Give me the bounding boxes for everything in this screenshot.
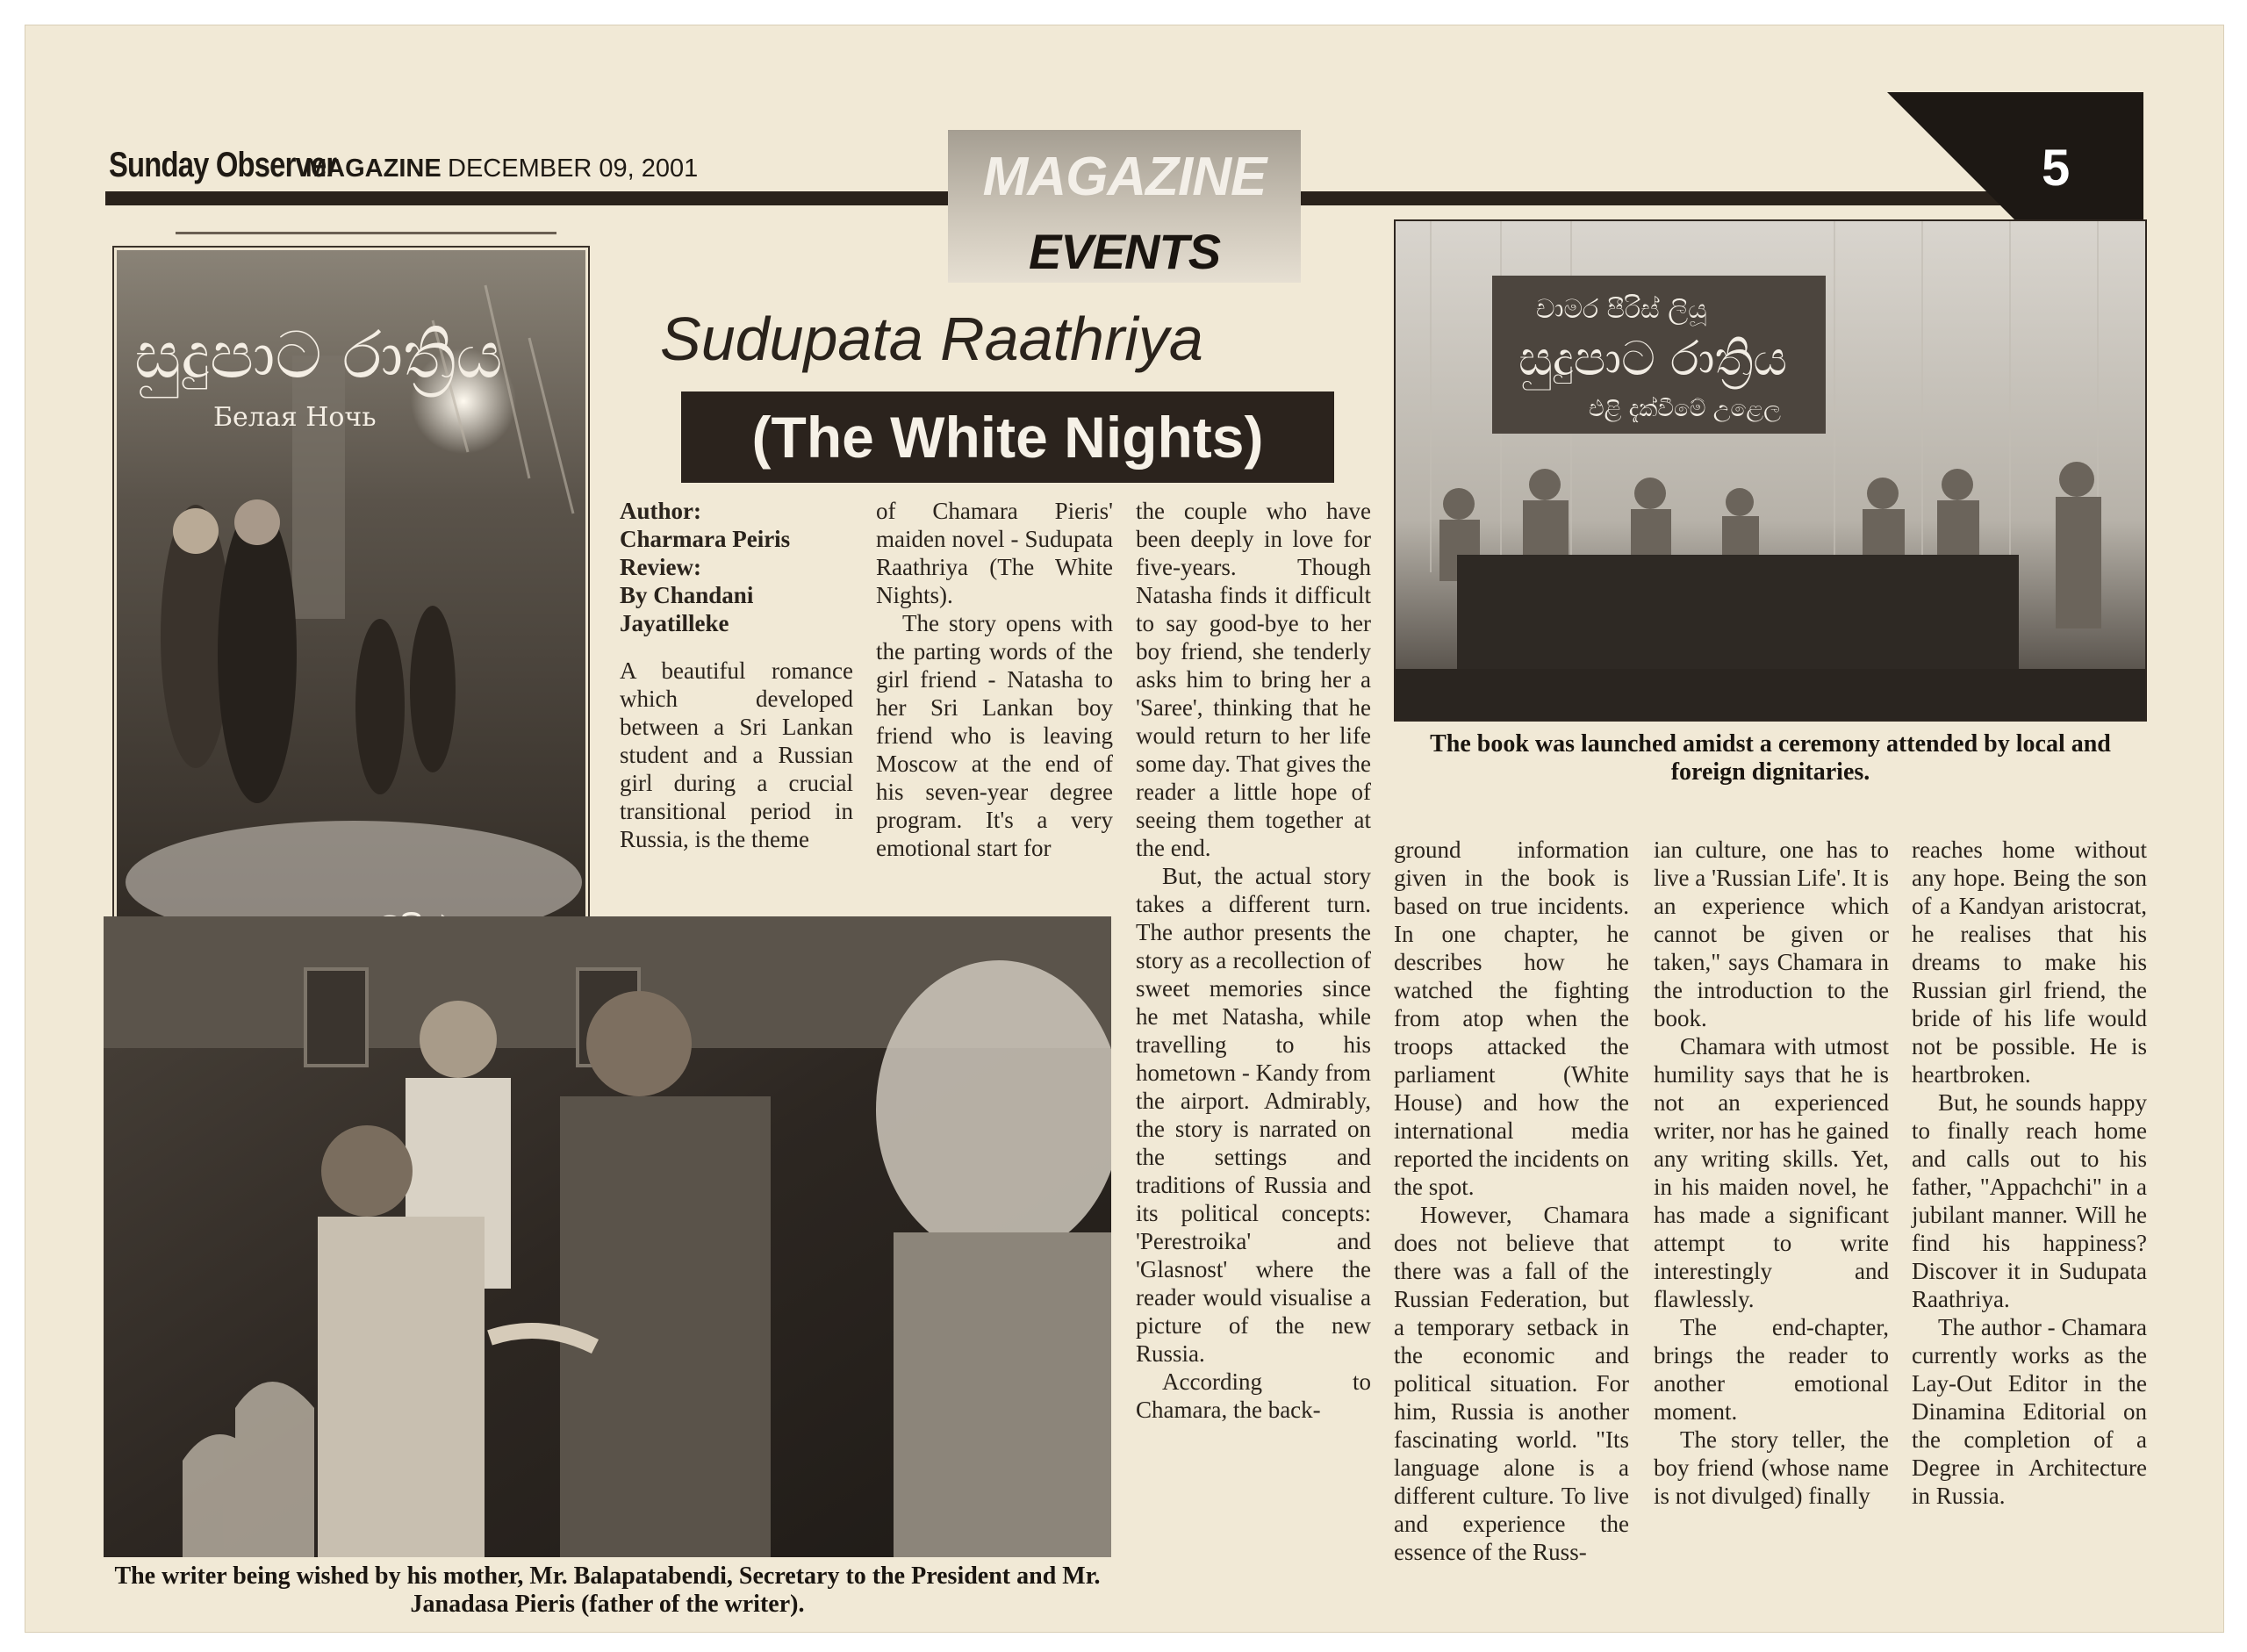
cover-sinhala-title: සුදුපාට රාත්‍රිය — [134, 318, 503, 393]
paragraph: A beautiful romance which developed between a Sri Lankan student and a Russian girl during a crucial transitional period in Russia, is the theme — [620, 657, 853, 852]
article-column-1 — [620, 497, 853, 853]
article-column-4 — [1394, 836, 1629, 1566]
cover-russian-title: Белая Ночь — [213, 402, 377, 433]
paragraph: The end-chapter, brings the reader to another emotional moment. — [1654, 1314, 1889, 1425]
byline-line: Jayatilleke — [620, 610, 729, 636]
banner-line-2: සුදුපාට රාත්‍රිය — [1518, 331, 1788, 386]
section-badge-label: MAGAZINE — [982, 147, 1267, 207]
paragraph: The story teller, the boy friend (whose name is not divulged) finally — [1654, 1426, 1889, 1509]
byline — [620, 497, 853, 637]
byline-line: Charmara Peiris — [620, 526, 791, 552]
article-column-5 — [1654, 836, 1889, 1510]
masthead-brand: Sunday Observer — [109, 146, 337, 184]
masthead-date: DECEMBER 09, 2001 — [448, 154, 699, 183]
byline-line: By Chandani — [620, 582, 754, 608]
byline-line: Author: — [620, 498, 701, 524]
paragraph: But, he sounds happy to finally reach home and calls out to his father, "Appachchi" in a jubilant manner. Will he find his happiness? Discover it in Sudupata Raathriya. — [1912, 1089, 2147, 1312]
paragraph: The author - Chamara currently works as the Lay-Out Editor in the Dinamina Editorial on the completion of a Degree in Architecture in Russia. — [1912, 1314, 2147, 1509]
paragraph: According to Chamara, the back- — [1136, 1368, 1371, 1423]
thin-rule — [176, 232, 556, 234]
article-title: Sudupata Raathriya — [660, 305, 1203, 373]
paragraph: However, Chamara does not believe that there was a fall of the Russian Federation, but a temporary setback in the economic and political situation. For him, Russia is another fascinating world. "Its language alone is a different culture. To live and experience the essence of the Russ- — [1394, 1202, 1629, 1565]
launch-ceremony-photo — [1394, 219, 2147, 722]
writer-wished-photo — [104, 916, 1111, 1557]
paragraph: the couple who have been deeply in love for five-years. Though Natasha finds it difficult to say good-bye to her boy friend, she tenderly asks him to bring her a 'Saree', thinking that he would return to her life some day. That gives the reader a little hope of seeing them together at the end. — [1136, 498, 1371, 861]
paragraph: Chamara with utmost humility says that he is not an experienced writer, nor has he gained any writing skills. Yet, in his maiden novel, he has made a significant attempt to write interestingly and flawlessly. — [1654, 1033, 1889, 1312]
banner-line-3: එළි දැක්වීමේ උළෙල — [1589, 396, 1781, 422]
paragraph: of Chamara Pieris' maiden novel - Sudupata Raathriya (The White Nights). — [876, 498, 1113, 608]
wish-photo-caption: The writer being wished by his mother, Mr. Balapatabendi, Secretary to the President and Mr. Janadasa Pieris (father of the writer). — [114, 1562, 1101, 1618]
paragraph: ian culture, one has to live a 'Russian Life'. It is an experience which cannot be given or taken," says Chamara in the introduction to the book. — [1654, 837, 1889, 1031]
page-number: 5 — [2042, 140, 2071, 197]
article-column-2 — [876, 497, 1113, 862]
category-label: EVENTS — [1029, 224, 1221, 279]
paragraph: ground information given in the book is based on true incidents. In one chapter, he describes how he watched the fighting from atop when the troops attacked the parliament (White House) and how the international media reported the incidents on the spot. — [1394, 837, 1629, 1200]
paragraph: But, the actual story takes a different turn. The author presents the story as a recollection of sweet memories since he met Natasha, while travelling to his hometown - Kandy from the airport. Admirably, the story is narrated on the settings and traditions of Russia and its political concepts: 'Perestroika' and 'Glasnost' where the reader would visualise a picture of the new Russia. — [1136, 863, 1371, 1367]
article-column-6 — [1912, 836, 2147, 1510]
article-column-3 — [1136, 497, 1371, 1424]
launch-photo-caption: The book was launched amidst a ceremony attended by local and foreign dignitaries. — [1430, 730, 2111, 786]
masthead-section: MAGAZINE — [305, 154, 442, 183]
book-cover-photo — [114, 248, 588, 971]
banner-line-1: චාමර පීරිස් ලියූ — [1536, 294, 1707, 325]
byline-line: Review: — [620, 554, 701, 580]
paragraph: reaches home without any hope. Being the son of a Kandyan aristocrat, he realises that his dreams to make his Russian girl friend, the bride of his life would not be possible. He is heartbroken. — [1912, 837, 2147, 1088]
paragraph: The story opens with the parting words of the girl friend - Natasha to her Sri Lankan boy friend who is leaving Moscow at the end of his seven-year degree program. It's a very emotional start for — [876, 610, 1113, 861]
article-subtitle: (The White Nights) — [681, 391, 1334, 483]
